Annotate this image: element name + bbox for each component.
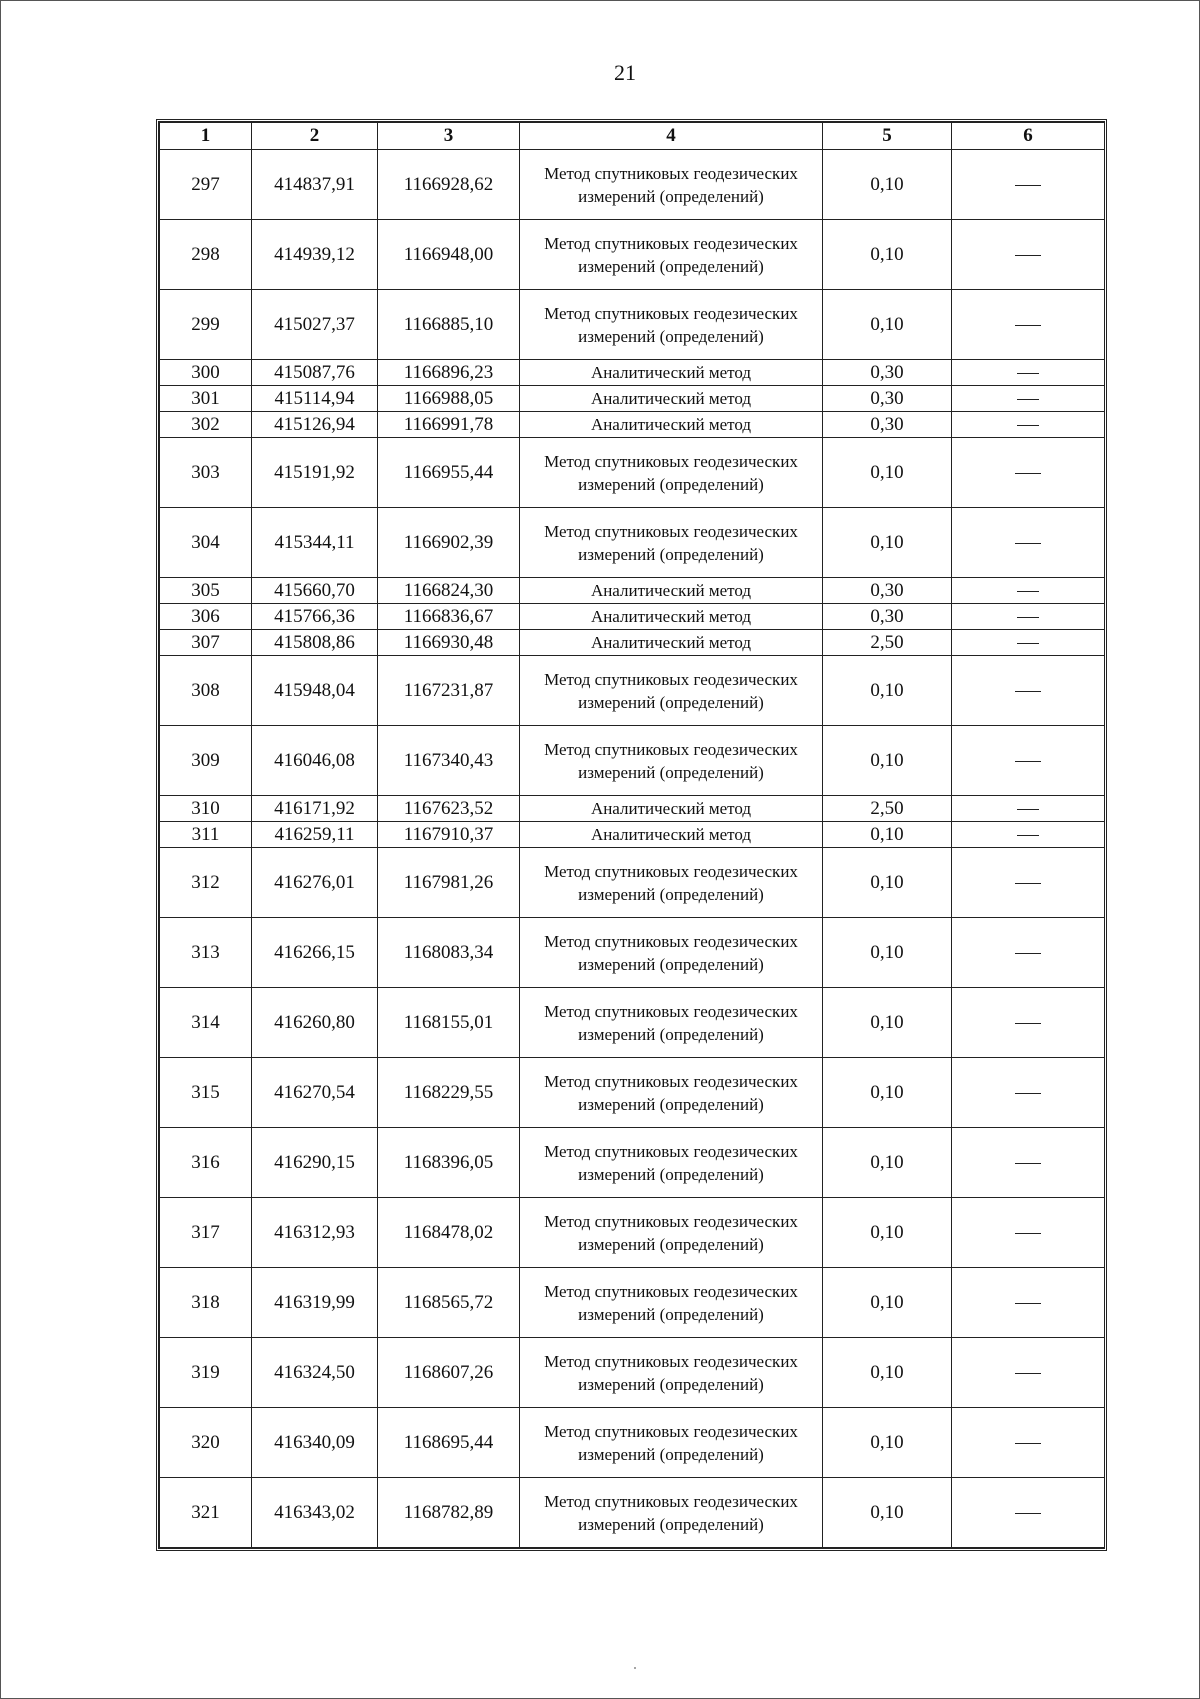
y-coordinate-cell: 1166928,62 (378, 150, 520, 220)
note-cell (952, 412, 1105, 438)
accuracy-cell: 0,10 (823, 1338, 952, 1408)
accuracy-cell: 0,10 (823, 290, 952, 360)
table-row (160, 438, 1105, 508)
method-cell: Метод спутниковых геодезических измерений (определений) (520, 150, 823, 220)
method-cell: Метод спутниковых геодезических измерений (определений) (520, 438, 823, 508)
em-dash-mark (1015, 1163, 1041, 1164)
em-dash-mark (1017, 425, 1039, 426)
y-coordinate-cell: 1167981,26 (378, 848, 520, 918)
point-number-cell: 316 (160, 1128, 252, 1198)
x-coordinate-cell: 415766,36 (252, 604, 378, 630)
em-dash-mark (1015, 185, 1041, 186)
method-cell: Метод спутниковых геодезических измерений (определений) (520, 848, 823, 918)
accuracy-cell: 0,30 (823, 360, 952, 386)
y-coordinate-cell: 1166896,23 (378, 360, 520, 386)
note-cell (952, 386, 1105, 412)
column-header-4: 4 (520, 123, 823, 150)
note-cell (952, 438, 1105, 508)
accuracy-cell: 0,10 (823, 1408, 952, 1478)
note-cell (952, 848, 1105, 918)
table-row (160, 386, 1105, 412)
y-coordinate-cell: 1167340,43 (378, 726, 520, 796)
accuracy-cell: 0,10 (823, 1268, 952, 1338)
point-number-cell: 301 (160, 386, 252, 412)
table-row (160, 1058, 1105, 1128)
x-coordinate-cell: 415948,04 (252, 656, 378, 726)
point-number-cell: 319 (160, 1338, 252, 1408)
table-row (160, 918, 1105, 988)
table-row (160, 604, 1105, 630)
note-cell (952, 630, 1105, 656)
em-dash-mark (1015, 1373, 1041, 1374)
method-cell: Метод спутниковых геодезических измерений (определений) (520, 1268, 823, 1338)
table-row (160, 412, 1105, 438)
note-cell (952, 360, 1105, 386)
point-number-cell: 313 (160, 918, 252, 988)
y-coordinate-cell: 1167910,37 (378, 822, 520, 848)
note-cell (952, 1478, 1105, 1548)
method-cell: Аналитический метод (520, 822, 823, 848)
table-row (160, 360, 1105, 386)
y-coordinate-cell: 1166948,00 (378, 220, 520, 290)
accuracy-cell: 0,10 (823, 918, 952, 988)
column-header-3: 3 (378, 123, 520, 150)
note-cell (952, 578, 1105, 604)
x-coordinate-cell: 416259,11 (252, 822, 378, 848)
table-row (160, 630, 1105, 656)
point-number-cell: 302 (160, 412, 252, 438)
x-coordinate-cell: 415191,92 (252, 438, 378, 508)
point-number-cell: 312 (160, 848, 252, 918)
table-row (160, 796, 1105, 822)
x-coordinate-cell: 414939,12 (252, 220, 378, 290)
table-row (160, 290, 1105, 360)
y-coordinate-cell: 1168083,34 (378, 918, 520, 988)
accuracy-cell: 0,10 (823, 656, 952, 726)
column-header-2: 2 (252, 123, 378, 150)
em-dash-mark (1017, 373, 1039, 374)
em-dash-mark (1017, 591, 1039, 592)
point-number-cell: 306 (160, 604, 252, 630)
table-row (160, 656, 1105, 726)
accuracy-cell: 0,30 (823, 578, 952, 604)
accuracy-cell: 2,50 (823, 630, 952, 656)
em-dash-mark (1015, 953, 1041, 954)
point-number-cell: 309 (160, 726, 252, 796)
y-coordinate-cell: 1166885,10 (378, 290, 520, 360)
note-cell (952, 1198, 1105, 1268)
point-number-cell: 298 (160, 220, 252, 290)
y-coordinate-cell: 1166824,30 (378, 578, 520, 604)
em-dash-mark (1017, 809, 1039, 810)
accuracy-cell: 0,10 (823, 726, 952, 796)
x-coordinate-cell: 416324,50 (252, 1338, 378, 1408)
method-cell: Метод спутниковых геодезических измерений (определений) (520, 1058, 823, 1128)
accuracy-cell: 0,30 (823, 604, 952, 630)
x-coordinate-cell: 415114,94 (252, 386, 378, 412)
table-row (160, 988, 1105, 1058)
point-number-cell: 297 (160, 150, 252, 220)
note-cell (952, 508, 1105, 578)
y-coordinate-cell: 1168155,01 (378, 988, 520, 1058)
table-row (160, 1338, 1105, 1408)
table-row (160, 220, 1105, 290)
em-dash-mark (1017, 835, 1039, 836)
x-coordinate-cell: 416312,93 (252, 1198, 378, 1268)
note-cell (952, 1408, 1105, 1478)
method-cell: Метод спутниковых геодезических измерений (определений) (520, 1338, 823, 1408)
accuracy-cell: 0,10 (823, 822, 952, 848)
method-cell: Аналитический метод (520, 578, 823, 604)
accuracy-cell: 0,10 (823, 1058, 952, 1128)
em-dash-mark (1015, 691, 1041, 692)
y-coordinate-cell: 1166902,39 (378, 508, 520, 578)
x-coordinate-cell: 416046,08 (252, 726, 378, 796)
method-cell: Метод спутниковых геодезических измерений (определений) (520, 1198, 823, 1268)
method-cell: Аналитический метод (520, 630, 823, 656)
em-dash-mark (1015, 325, 1041, 326)
point-number-cell: 303 (160, 438, 252, 508)
x-coordinate-cell: 416290,15 (252, 1128, 378, 1198)
column-header-6: 6 (952, 123, 1105, 150)
accuracy-cell: 2,50 (823, 796, 952, 822)
y-coordinate-cell: 1167623,52 (378, 796, 520, 822)
x-coordinate-cell: 416340,09 (252, 1408, 378, 1478)
em-dash-mark (1015, 1023, 1041, 1024)
method-cell: Аналитический метод (520, 604, 823, 630)
method-cell: Метод спутниковых геодезических измерений (определений) (520, 988, 823, 1058)
em-dash-mark (1015, 1443, 1041, 1444)
point-number-cell: 299 (160, 290, 252, 360)
page-number: 21 (614, 60, 636, 85)
em-dash-mark (1015, 255, 1041, 256)
y-coordinate-cell: 1168607,26 (378, 1338, 520, 1408)
table-row (160, 508, 1105, 578)
note-cell (952, 1338, 1105, 1408)
accuracy-cell: 0,10 (823, 438, 952, 508)
y-coordinate-cell: 1167231,87 (378, 656, 520, 726)
x-coordinate-cell: 416266,15 (252, 918, 378, 988)
point-number-cell: 307 (160, 630, 252, 656)
point-number-cell: 311 (160, 822, 252, 848)
y-coordinate-cell: 1166836,67 (378, 604, 520, 630)
em-dash-mark (1015, 1303, 1041, 1304)
method-cell: Аналитический метод (520, 360, 823, 386)
x-coordinate-cell: 416343,02 (252, 1478, 378, 1548)
em-dash-mark (1015, 1513, 1041, 1514)
method-cell: Метод спутниковых геодезических измерений (определений) (520, 220, 823, 290)
method-cell: Аналитический метод (520, 412, 823, 438)
em-dash-mark (1015, 883, 1041, 884)
method-cell: Метод спутниковых геодезических измерений (определений) (520, 656, 823, 726)
x-coordinate-cell: 415660,70 (252, 578, 378, 604)
table-body (160, 150, 1105, 1548)
method-cell: Метод спутниковых геодезических измерений (определений) (520, 918, 823, 988)
y-coordinate-cell: 1166930,48 (378, 630, 520, 656)
em-dash-mark (1015, 1233, 1041, 1234)
method-cell: Аналитический метод (520, 386, 823, 412)
point-number-cell: 314 (160, 988, 252, 1058)
column-header-1: 1 (160, 123, 252, 150)
em-dash-mark (1015, 1093, 1041, 1094)
table-row (160, 848, 1105, 918)
note-cell (952, 220, 1105, 290)
accuracy-cell: 0,30 (823, 412, 952, 438)
x-coordinate-cell: 416276,01 (252, 848, 378, 918)
y-coordinate-cell: 1168396,05 (378, 1128, 520, 1198)
note-cell (952, 918, 1105, 988)
x-coordinate-cell: 415027,37 (252, 290, 378, 360)
em-dash-mark (1015, 761, 1041, 762)
em-dash-mark (1017, 643, 1039, 644)
em-dash-mark (1017, 399, 1039, 400)
point-number-cell: 310 (160, 796, 252, 822)
table-row (160, 726, 1105, 796)
method-cell: Метод спутниковых геодезических измерений (определений) (520, 290, 823, 360)
table-row (160, 578, 1105, 604)
scan-speck (634, 1667, 636, 1669)
point-number-cell: 321 (160, 1478, 252, 1548)
accuracy-cell: 0,10 (823, 1128, 952, 1198)
table-row (160, 1478, 1105, 1548)
note-cell (952, 822, 1105, 848)
table-row (160, 1198, 1105, 1268)
point-number-cell: 315 (160, 1058, 252, 1128)
em-dash-mark (1015, 543, 1041, 544)
y-coordinate-cell: 1168229,55 (378, 1058, 520, 1128)
accuracy-cell: 0,10 (823, 1198, 952, 1268)
coordinates-table (159, 122, 1105, 1548)
point-number-cell: 300 (160, 360, 252, 386)
point-number-cell: 318 (160, 1268, 252, 1338)
note-cell (952, 150, 1105, 220)
note-cell (952, 290, 1105, 360)
accuracy-cell: 0,10 (823, 508, 952, 578)
note-cell (952, 1128, 1105, 1198)
x-coordinate-cell: 415808,86 (252, 630, 378, 656)
y-coordinate-cell: 1168782,89 (378, 1478, 520, 1548)
note-cell (952, 796, 1105, 822)
coordinates-table-frame (156, 119, 1107, 1551)
point-number-cell: 304 (160, 508, 252, 578)
x-coordinate-cell: 415126,94 (252, 412, 378, 438)
x-coordinate-cell: 415344,11 (252, 508, 378, 578)
y-coordinate-cell: 1166991,78 (378, 412, 520, 438)
note-cell (952, 726, 1105, 796)
accuracy-cell: 0,10 (823, 988, 952, 1058)
em-dash-mark (1017, 617, 1039, 618)
accuracy-cell: 0,10 (823, 1478, 952, 1548)
method-cell: Метод спутниковых геодезических измерений (определений) (520, 508, 823, 578)
table-row (160, 1128, 1105, 1198)
method-cell: Аналитический метод (520, 796, 823, 822)
point-number-cell: 320 (160, 1408, 252, 1478)
x-coordinate-cell: 416270,54 (252, 1058, 378, 1128)
x-coordinate-cell: 416171,92 (252, 796, 378, 822)
accuracy-cell: 0,10 (823, 848, 952, 918)
em-dash-mark (1015, 473, 1041, 474)
point-number-cell: 317 (160, 1198, 252, 1268)
method-cell: Метод спутниковых геодезических измерений (определений) (520, 1128, 823, 1198)
point-number-cell: 308 (160, 656, 252, 726)
x-coordinate-cell: 416319,99 (252, 1268, 378, 1338)
method-cell: Метод спутниковых геодезических измерений (определений) (520, 726, 823, 796)
note-cell (952, 1268, 1105, 1338)
method-cell: Метод спутниковых геодезических измерений (определений) (520, 1408, 823, 1478)
accuracy-cell: 0,10 (823, 220, 952, 290)
x-coordinate-cell: 415087,76 (252, 360, 378, 386)
method-cell: Метод спутниковых геодезических измерений (определений) (520, 1478, 823, 1548)
y-coordinate-cell: 1168478,02 (378, 1198, 520, 1268)
accuracy-cell: 0,30 (823, 386, 952, 412)
y-coordinate-cell: 1166988,05 (378, 386, 520, 412)
table-row (160, 150, 1105, 220)
note-cell (952, 1058, 1105, 1128)
table-row (160, 1408, 1105, 1478)
y-coordinate-cell: 1166955,44 (378, 438, 520, 508)
x-coordinate-cell: 414837,91 (252, 150, 378, 220)
note-cell (952, 656, 1105, 726)
y-coordinate-cell: 1168565,72 (378, 1268, 520, 1338)
note-cell (952, 604, 1105, 630)
table-row (160, 822, 1105, 848)
note-cell (952, 988, 1105, 1058)
table-row (160, 1268, 1105, 1338)
column-header-5: 5 (823, 123, 952, 150)
accuracy-cell: 0,10 (823, 150, 952, 220)
table-header-row (160, 123, 1105, 150)
point-number-cell: 305 (160, 578, 252, 604)
x-coordinate-cell: 416260,80 (252, 988, 378, 1058)
y-coordinate-cell: 1168695,44 (378, 1408, 520, 1478)
